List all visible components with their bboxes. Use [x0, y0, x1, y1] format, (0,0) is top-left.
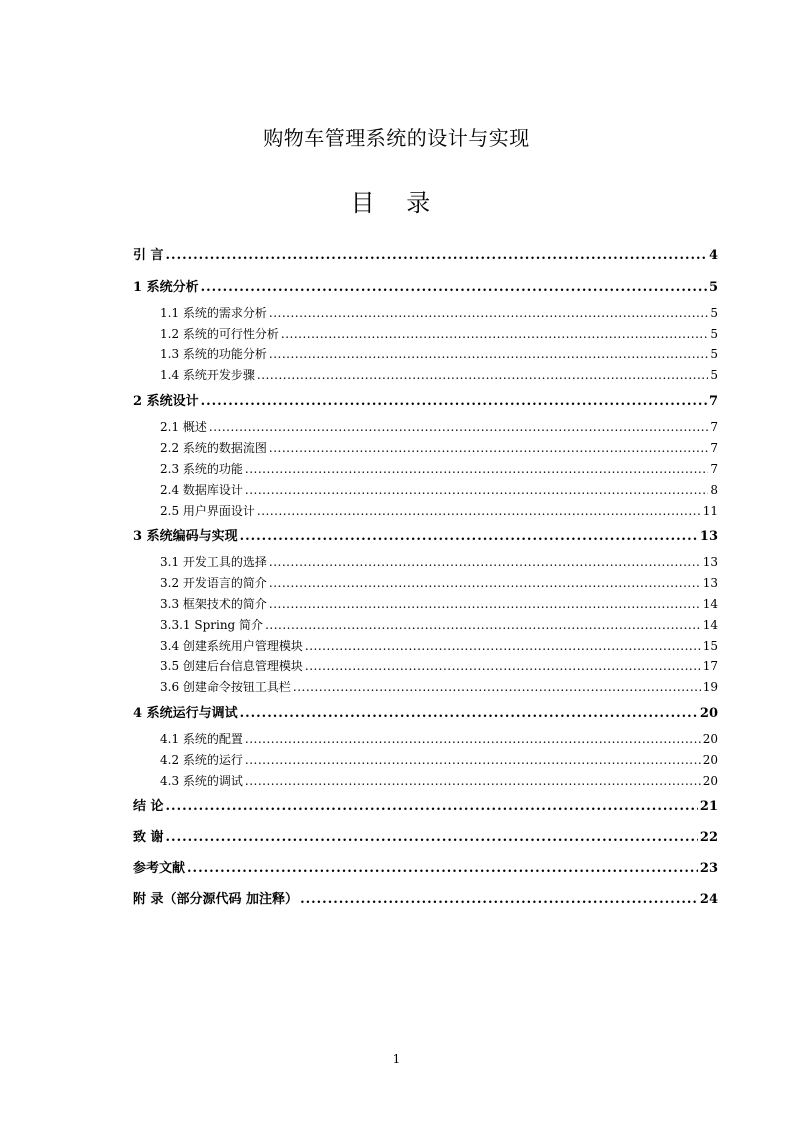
toc-entry[interactable] — [160, 678, 718, 696]
toc-entry[interactable] — [160, 418, 718, 436]
toc-dot-leader — [293, 678, 701, 696]
toc-entry-label: 4.1 系统的配置 — [160, 732, 243, 746]
toc-dot-leader — [240, 705, 698, 723]
toc-dot-leader — [269, 574, 701, 592]
toc-entry-page: 4 — [708, 248, 718, 263]
toc-entry-label: 1.3 系统的功能分析 — [160, 347, 267, 361]
toc-entry-label: 3.6 创建命令按钮工具栏 — [160, 680, 291, 694]
toc-entry-page: 21 — [699, 799, 718, 814]
toc-entry-label: 2.2 系统的数据流图 — [160, 441, 267, 455]
toc-entry-page: 11 — [702, 504, 718, 518]
toc-entry[interactable] — [133, 247, 718, 265]
toc-entry-label: 2.3 系统的功能 — [160, 462, 243, 476]
toc-entry-page: 13 — [702, 555, 718, 569]
toc-entry-page: 20 — [699, 706, 718, 721]
toc-entry-page: 14 — [702, 597, 718, 611]
toc-entry[interactable] — [160, 574, 718, 592]
toc-entry-page: 5 — [710, 368, 718, 382]
toc-entry[interactable] — [160, 616, 718, 634]
toc-entry-label: 2.4 数据库设计 — [160, 483, 243, 497]
toc-entry-label: 3.1 开发工具的选择 — [160, 555, 267, 569]
toc-entry[interactable] — [160, 657, 718, 675]
toc-dot-leader — [245, 460, 708, 478]
toc-entry-page: 13 — [702, 576, 718, 590]
toc-entry-page: 7 — [710, 420, 718, 434]
toc-dot-leader — [305, 637, 701, 655]
toc-entry-page: 7 — [710, 462, 718, 476]
toc-dot-leader — [269, 304, 708, 322]
toc-dot-leader — [240, 528, 698, 546]
toc-dot-leader — [166, 798, 698, 816]
toc-dot-leader — [269, 345, 708, 363]
toc-dot-leader — [201, 393, 707, 411]
toc-entry[interactable] — [160, 751, 718, 769]
toc-entry-label: 3.2 开发语言的简介 — [160, 576, 267, 590]
toc-entry[interactable] — [160, 553, 718, 571]
toc-entry-page: 15 — [702, 639, 718, 653]
toc-entry-label: 3 系统编码与实现 — [133, 529, 238, 544]
toc-entry-page: 22 — [699, 830, 718, 845]
toc-entry[interactable] — [133, 798, 718, 816]
toc-entry-label: 3.5 创建后台信息管理模块 — [160, 659, 303, 673]
toc-entry[interactable] — [133, 528, 718, 546]
toc-entry-label: 2 系统设计 — [133, 394, 199, 409]
toc-entry-page: 24 — [699, 892, 718, 907]
toc-entry-label: 1.1 系统的需求分析 — [160, 306, 267, 320]
toc-entry[interactable] — [133, 393, 718, 411]
toc-entry-page: 23 — [699, 861, 718, 876]
toc-entry-page: 7 — [710, 441, 718, 455]
toc-entry-label: 1 系统分析 — [133, 280, 199, 295]
toc-entry-label: 结 论 — [133, 799, 164, 814]
toc-dot-leader — [245, 772, 701, 790]
toc-entry-label: 附 录（部分源代码 加注释） — [133, 892, 299, 907]
toc-entry-label: 2.1 概述 — [160, 420, 207, 434]
toc-entry-label: 4 系统运行与调试 — [133, 706, 238, 721]
toc-entry-page: 14 — [702, 618, 718, 632]
toc-entry[interactable] — [160, 439, 718, 457]
toc-entry[interactable] — [160, 460, 718, 478]
toc-dot-leader — [305, 657, 701, 675]
toc-entry[interactable] — [133, 829, 718, 847]
toc-entry-page: 8 — [710, 483, 718, 497]
toc-entry[interactable] — [160, 481, 718, 499]
toc-dot-leader — [269, 595, 701, 613]
toc-dot-leader — [187, 860, 698, 878]
toc-entry[interactable] — [160, 637, 718, 655]
toc-dot-leader — [269, 439, 708, 457]
toc-dot-leader — [265, 616, 701, 634]
document-title: 购物车管理系统的设计与实现 — [263, 126, 530, 150]
toc-entry-label: 致 谢 — [133, 830, 164, 845]
toc-entry-page: 20 — [702, 753, 718, 767]
toc-entry-page: 5 — [710, 327, 718, 341]
toc-dot-leader — [245, 730, 701, 748]
toc-dot-leader — [269, 553, 701, 571]
toc-dot-leader — [209, 418, 708, 436]
toc-entry[interactable] — [133, 891, 718, 909]
toc-entry[interactable] — [160, 595, 718, 613]
toc-entry[interactable] — [160, 366, 718, 384]
toc-entry-page: 5 — [708, 280, 718, 295]
toc-dot-leader — [245, 481, 708, 499]
toc-heading: 目 录 — [350, 189, 443, 217]
toc-dot-leader — [257, 366, 708, 384]
toc-entry[interactable] — [133, 705, 718, 723]
toc-entry[interactable] — [160, 304, 718, 322]
toc-entry-page: 5 — [710, 306, 718, 320]
toc-dot-leader — [166, 829, 698, 847]
toc-entry-label: 3.4 创建系统用户管理模块 — [160, 639, 303, 653]
toc-dot-leader — [281, 325, 708, 343]
toc-entry-page: 20 — [702, 774, 718, 788]
toc-entry-label: 参考文献 — [133, 861, 186, 876]
toc-dot-leader — [166, 247, 707, 265]
toc-entry-label: 引 言 — [133, 248, 164, 263]
toc-dot-leader — [245, 751, 701, 769]
toc-entry-label: 3.3.1 Spring 简介 — [160, 618, 264, 632]
toc-entry-label: 1.2 系统的可行性分析 — [160, 327, 279, 341]
toc-entry[interactable] — [133, 860, 718, 878]
toc-entry-label: 4.2 系统的运行 — [160, 753, 243, 767]
page-number: 1 — [392, 1052, 401, 1066]
toc-entry[interactable] — [160, 345, 718, 363]
toc-entry-page: 19 — [702, 680, 718, 694]
toc-dot-leader — [300, 891, 698, 909]
toc-entry-page: 17 — [702, 659, 718, 673]
toc-entry-page: 5 — [710, 347, 718, 361]
toc-entry-page: 13 — [699, 529, 718, 544]
toc-entry-label: 4.3 系统的调试 — [160, 774, 243, 788]
toc-entry-page: 7 — [708, 394, 718, 409]
toc-entry[interactable] — [133, 279, 718, 297]
toc-entry-label: 2.5 用户界面设计 — [160, 504, 255, 518]
toc-entry[interactable] — [160, 502, 718, 520]
toc-entry-label: 3.3 框架技术的简介 — [160, 597, 267, 611]
toc-dot-leader — [257, 502, 701, 520]
toc-dot-leader — [201, 279, 707, 297]
toc-entry[interactable] — [160, 772, 718, 790]
toc-entry[interactable] — [160, 325, 718, 343]
toc-entry[interactable] — [160, 730, 718, 748]
toc-entry-label: 1.4 系统开发步骤 — [160, 368, 255, 382]
toc-entry-page: 20 — [702, 732, 718, 746]
